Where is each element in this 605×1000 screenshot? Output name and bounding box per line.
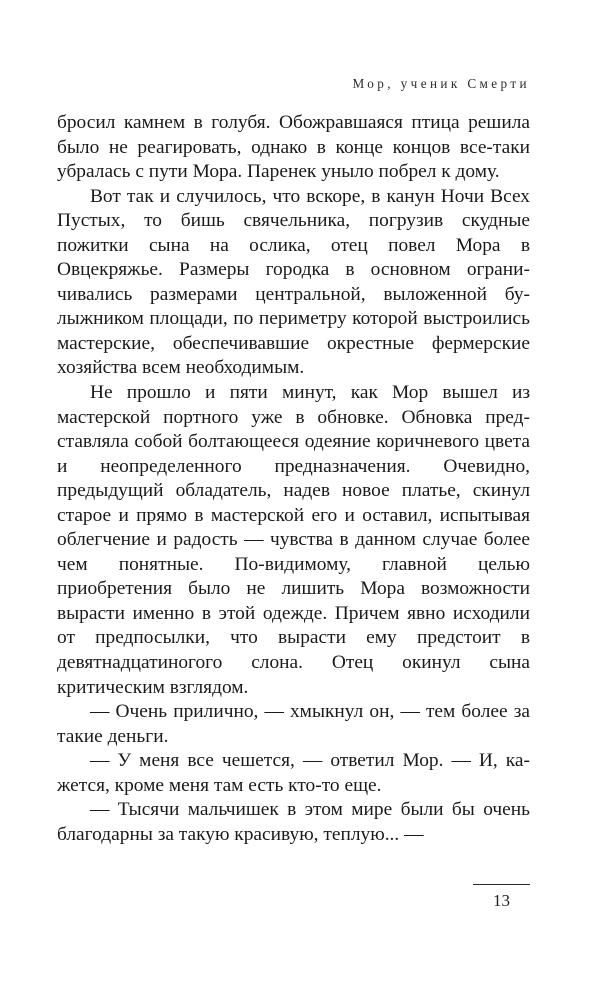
paragraph: — Очень прилично, — хмыкнул он, — тем более за такие деньги. (57, 701, 530, 747)
paragraph: бросил камнем в голубя. Обожравшаяся птица решила было не реагировать, однако в конце концов все-таки убралась с пути Мора. Паренек уныло побрел к дому. (57, 112, 530, 183)
body-text-block (57, 111, 530, 847)
paragraph: Вот так и случилось, что вскоре, в канун Ночи Всех Пустых, то бишь свячельника, погрузив скудные пожитки сына на ослика, отец повел Мора в Овцекряжье. Размеры городка в основном ограничивались размерами центральной, выложенной булыжником площади, по периметру которой выстроились мастерские, обеспечивавшие окрестные фермерские хозяйства всем необходимым. (57, 185, 530, 379)
page-number: 13 (493, 891, 510, 910)
folio-rule (473, 884, 530, 885)
paragraph: Не прошло и пяти минут, как Мор вышел из мастерской портного уже в обновке. Обновка представляла собой болтающееся одеяние коричневого цвета и неопределенного предназначения. Очевидно, предыдущий обладатель, надев новое платье, скинул старое и прямо в мастерской его и оставил, испытывая облегчение и радость — чувства в данном случае более чем понятные. По-видимому, главной целью приобретения было не лишить Мора возможности вырасти именно в этой одежде. Причем явно исходили от предпосылки, что вырасти ему предстоит в девятнадцатиногого слона. Отец окинул сына критическим взглядом. (57, 382, 530, 698)
running-head: Мор, ученик Смерти (352, 76, 530, 91)
paragraph: — Тысячи мальчишек в этом мире были бы очень благодарны за такую красивую, теплую... — (57, 799, 530, 845)
paragraph: — У меня все чешется, — ответил Мор. — И, кажется, кроме меня там есть кто-то еще. (57, 750, 530, 796)
